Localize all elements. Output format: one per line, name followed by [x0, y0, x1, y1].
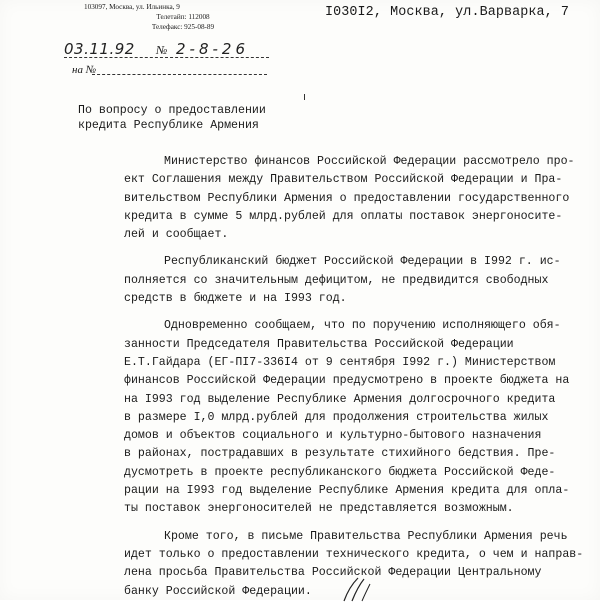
subject-line: кредита Республике Армения — [78, 119, 259, 132]
reference-number-label: № — [156, 43, 168, 57]
text-line: на I993 год выделение Республике Армения долгосрочного кредита — [124, 392, 556, 406]
sender-teletype: Телетайп: 112008 — [156, 13, 210, 21]
corner-mark — [304, 94, 305, 100]
text-line: в районах, пострадавших в результате стихийного бедствия. Пре- — [124, 447, 556, 461]
text-line: вительством Республики Армения о предоставлении государственного — [124, 191, 570, 205]
subject-block — [78, 103, 266, 133]
text-line: идет только о предоставлении технического кредита, о чем и направ- — [124, 547, 584, 561]
text-line: лей и сообщает. — [124, 228, 229, 242]
text-line: банку Российской Федерации. — [124, 584, 312, 598]
text-line: в размере I,0 млрд.рублей для продолжения строительства жилых — [124, 410, 549, 424]
text-line: ект Соглашения между Правительством Российской Федерации и Пра- — [124, 173, 563, 187]
text-line: рации на I993 год выделение Республике Армения кредита для опла- — [124, 484, 570, 498]
text-line: Е.Т.Гайдара (ЕГ-ПI7-336I4 от 9 сентября I992 г.) Министерством — [124, 355, 556, 369]
text-line: финансов Российской Федерации предусмотрено в проекте бюджета на — [124, 374, 570, 388]
text-line: средств в бюджете и на I993 год. — [124, 292, 347, 306]
in-reply-to-label: на № — [72, 64, 97, 76]
reference-number: 2-8-26 — [176, 40, 249, 58]
letter-body — [124, 153, 584, 610]
in-reply-to-underline — [92, 74, 267, 75]
paragraph — [124, 317, 584, 518]
text-line: кредита в сумме 5 млрд.рублей для оплаты поставок энергоносите- — [124, 209, 563, 223]
sender-block — [84, 2, 258, 32]
text-line: ты поставок энергоносителей не представляется возможным. — [124, 502, 514, 516]
text-line: домов и объектов социального и культурно-бытового назначения — [124, 429, 542, 443]
paragraph — [124, 153, 584, 244]
text-line: полняется со значительным дефицитом, не предвидится свободных — [124, 273, 549, 287]
text-line: Кроме того, в письме Правительства Республики Армения речь — [164, 529, 568, 543]
signature-mark — [338, 576, 398, 602]
in-reply-to-line — [72, 64, 267, 78]
recipient-address: I030I2, Москва, ул.Варварка, 7 — [325, 5, 570, 20]
text-line: занности Председателя Правительства Российской Федерации — [124, 337, 514, 351]
subject-line: По вопросу о предоставлении — [78, 104, 266, 117]
reference-line — [64, 40, 269, 60]
sender-fax: Телефакс: 925-08-89 — [151, 23, 215, 31]
reference-date: 03.11.92 — [64, 40, 135, 58]
reference-underline — [64, 57, 269, 58]
text-line: Республиканский бюджет Российской Федерации в I992 г. ис- — [164, 255, 561, 269]
text-line: Министерство финансов Российской Федерации рассмотрело про- — [164, 155, 575, 168]
text-line: дусмотреть в проекте республиканского бюджета Российской Феде- — [124, 465, 556, 479]
paragraph — [124, 253, 584, 308]
text-line: лена просьба Правительства Российской Федерации Центральному — [124, 566, 542, 580]
sender-address: 103097, Москва, ул. Ильинка, 9 — [84, 3, 180, 11]
text-line: Одновременно сообщаем, что по поручению исполняющего обя- — [164, 319, 561, 333]
